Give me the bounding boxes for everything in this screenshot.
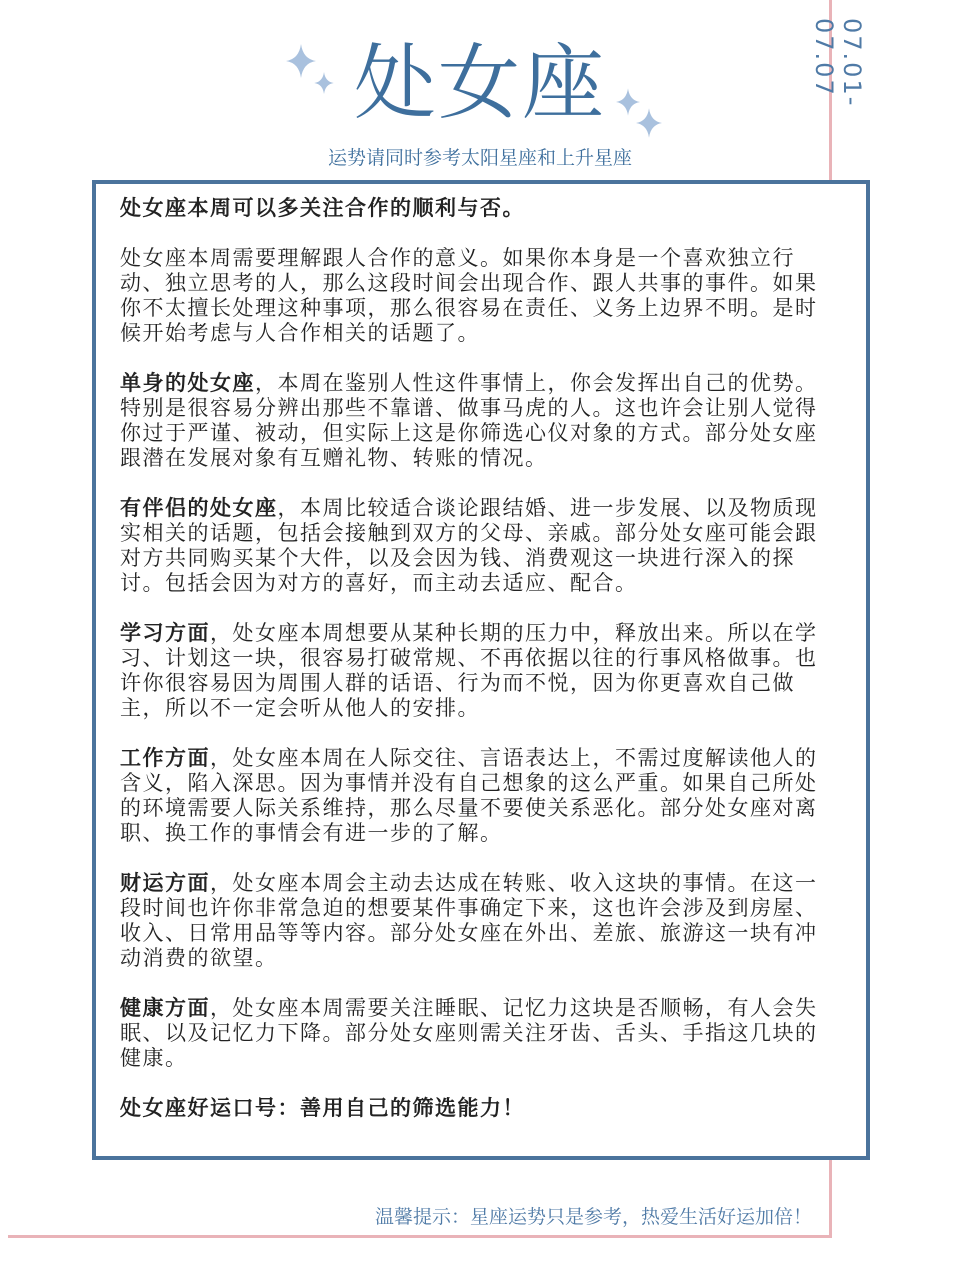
pink-horizontal-line <box>8 1235 832 1238</box>
sparkle-icon <box>286 44 316 78</box>
sparkle-icon <box>314 72 334 94</box>
paragraph-slogan <box>120 1096 820 1121</box>
paragraph-text: ，本周比较适合谈论跟结婚、进一步发展、以及物质现实相关的话题，包括会接触到双方的父母、亲戚。部分处女座可能会跟对方共同购买某个大件，以及会因为钱、消费观这一块进行深入的探讨。包括会因为对方的喜好，而主动去适应、配合。 <box>120 496 818 595</box>
horoscope-content <box>120 196 820 1146</box>
paragraph-lead: 有伴侣的处女座 <box>120 496 278 520</box>
footer-tip: 温馨提示：星座运势只是参考，热爱生活好运加倍！ <box>374 1206 812 1228</box>
paragraph-overview <box>120 246 820 346</box>
date-range: 07.01-07.07 <box>810 18 866 108</box>
paragraph-text: 处女座本周需要理解跟人合作的意义。如果你本身是一个喜欢独立行动、独立思考的人，那么这段时间会出现合作、跟人共事的事件。如果你不太擅长处理这种事项，那么很容易在责任、义务上边界不明。是时候开始考虑与人合作相关的话题了。 <box>120 246 818 345</box>
paragraph-study <box>120 621 820 721</box>
paragraph-partner <box>120 496 820 596</box>
paragraph-lead: 财运方面 <box>120 871 210 895</box>
paragraph-text: ，处女座本周需要关注睡眠、记忆力这块是否顺畅，有人会失眠、以及记忆力下降。部分处女座则需关注牙齿、舌头、手指这几块的健康。 <box>120 996 818 1070</box>
paragraph-text: ，处女座本周会主动去达成在转账、收入这块的事情。在这一段时间也许你非常急迫的想要某件事确定下来，这也许会涉及到房屋、收入、日常用品等等内容。部分处女座在外出、差旅、旅游这一块有冲动消费的欲望。 <box>120 871 818 970</box>
paragraph-single <box>120 371 820 471</box>
paragraph-intro <box>120 196 820 221</box>
paragraph-health <box>120 996 820 1071</box>
paragraph-lead: 单身的处女座 <box>120 371 255 395</box>
paragraph-lead: 处女座好运口号：善用自己的筛选能力！ <box>120 1096 525 1120</box>
paragraph-lead: 健康方面 <box>120 996 210 1020</box>
sparkle-icon <box>636 108 662 138</box>
paragraph-text: ，本周在鉴别人性这件事情上，你会发挥出自己的优势。特别是很容易分辨出那些不靠谱、做事马虎的人。这也许会让别人觉得你过于严谨、被动，但实际上这是你筛选心仪对象的方式。部分处女座跟潜在发展对象有互赠礼物、转账的情况。 <box>120 371 818 470</box>
paragraph-work <box>120 746 820 846</box>
subtitle: 运势请同时参考太阳星座和上升星座 <box>327 147 632 169</box>
page-title: 处女座 <box>353 36 606 131</box>
paragraph-lead: 处女座本周可以多关注合作的顺利与否。 <box>120 196 525 220</box>
paragraph-wealth <box>120 871 820 971</box>
paragraph-lead: 工作方面 <box>120 746 210 770</box>
paragraph-lead: 学习方面 <box>120 621 210 645</box>
paragraph-text: ，处女座本周在人际交往、言语表达上，不需过度解读他人的含义，陷入深思。因为事情并没有自己想象的这么严重。如果自己所处的环境需要人际关系维持，那么尽量不要使关系恶化。部分处女座对离职、换工作的事情会有进一步的了解。 <box>120 746 818 845</box>
paragraph-text: ，处女座本周想要从某种长期的压力中，释放出来。所以在学习、计划这一块，很容易打破常规、不再依据以往的行事风格做事。也许你很容易因为周围人群的话语、行为而不悦，因为你更喜欢自己做主，所以不一定会听从他人的安排。 <box>120 621 818 720</box>
